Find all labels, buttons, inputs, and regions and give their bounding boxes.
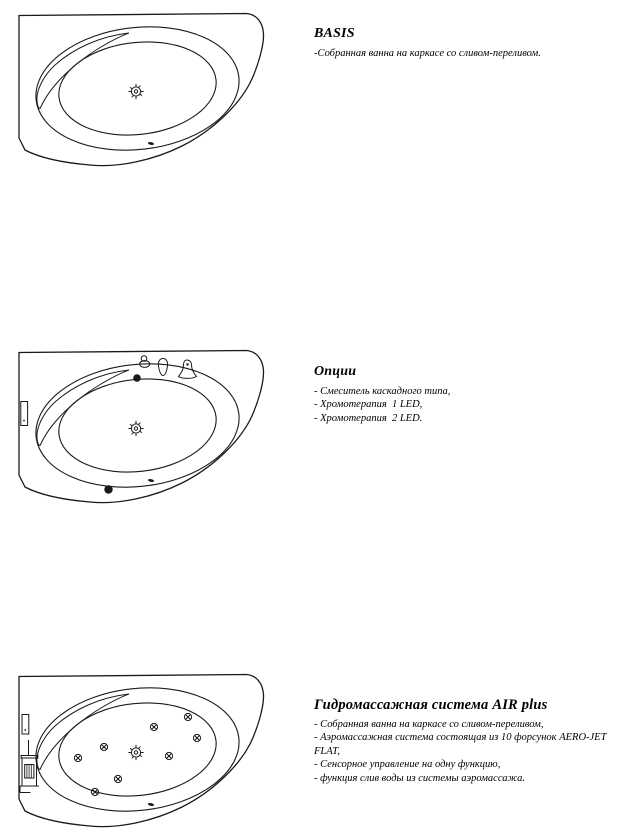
feature-line: - Аэромассажная система состоящая из 10 форсунок AERO-JET FLAT, bbox=[314, 732, 609, 757]
feature-line: -Собранная ванна на каркасе со сливом-переливом. bbox=[314, 48, 541, 59]
cascade-spout-icon bbox=[179, 360, 197, 378]
led-light-icon bbox=[104, 485, 112, 493]
air-jet-icon bbox=[74, 754, 81, 761]
air-jet-icon bbox=[193, 734, 200, 741]
feature-line: - Сенсорное управление на одну функцию, bbox=[314, 759, 501, 771]
air-pump-icon bbox=[20, 740, 39, 793]
text-options bbox=[314, 364, 620, 425]
section-title: Опции bbox=[314, 364, 357, 379]
mixer-knob-icon bbox=[140, 356, 150, 368]
bathtub-plan-air-plus bbox=[6, 668, 268, 838]
mixer-handle-icon bbox=[158, 359, 167, 376]
section-title: BASIS bbox=[314, 26, 355, 41]
text-basis bbox=[314, 26, 620, 60]
section-title: Гидромассажная система AIR plus bbox=[314, 697, 548, 713]
feature-line: - Хромотерапия 1 LED, bbox=[314, 399, 423, 411]
bathtub-plan-basis bbox=[6, 7, 268, 177]
bathtub-plan-options bbox=[6, 344, 268, 514]
air-jet-icon bbox=[100, 743, 107, 750]
control-panel-icon bbox=[21, 402, 28, 426]
feature-line: - функция слив воды из системы аэромассажа. bbox=[314, 772, 525, 784]
feature-line: - Хромотерапия 2 LED. bbox=[314, 412, 423, 424]
air-jet-icon bbox=[114, 775, 121, 782]
air-jet-icon bbox=[184, 713, 191, 720]
control-panel-icon bbox=[22, 715, 29, 735]
text-air-plus bbox=[314, 697, 620, 785]
air-jet-icon bbox=[165, 752, 172, 759]
led-light-icon bbox=[133, 374, 141, 382]
air-jet-icon bbox=[150, 723, 157, 730]
feature-line: - Собранная ванна на каркасе со сливом-переливом, bbox=[314, 719, 544, 730]
feature-line: - Смеситель каскадного типа, bbox=[314, 386, 451, 397]
